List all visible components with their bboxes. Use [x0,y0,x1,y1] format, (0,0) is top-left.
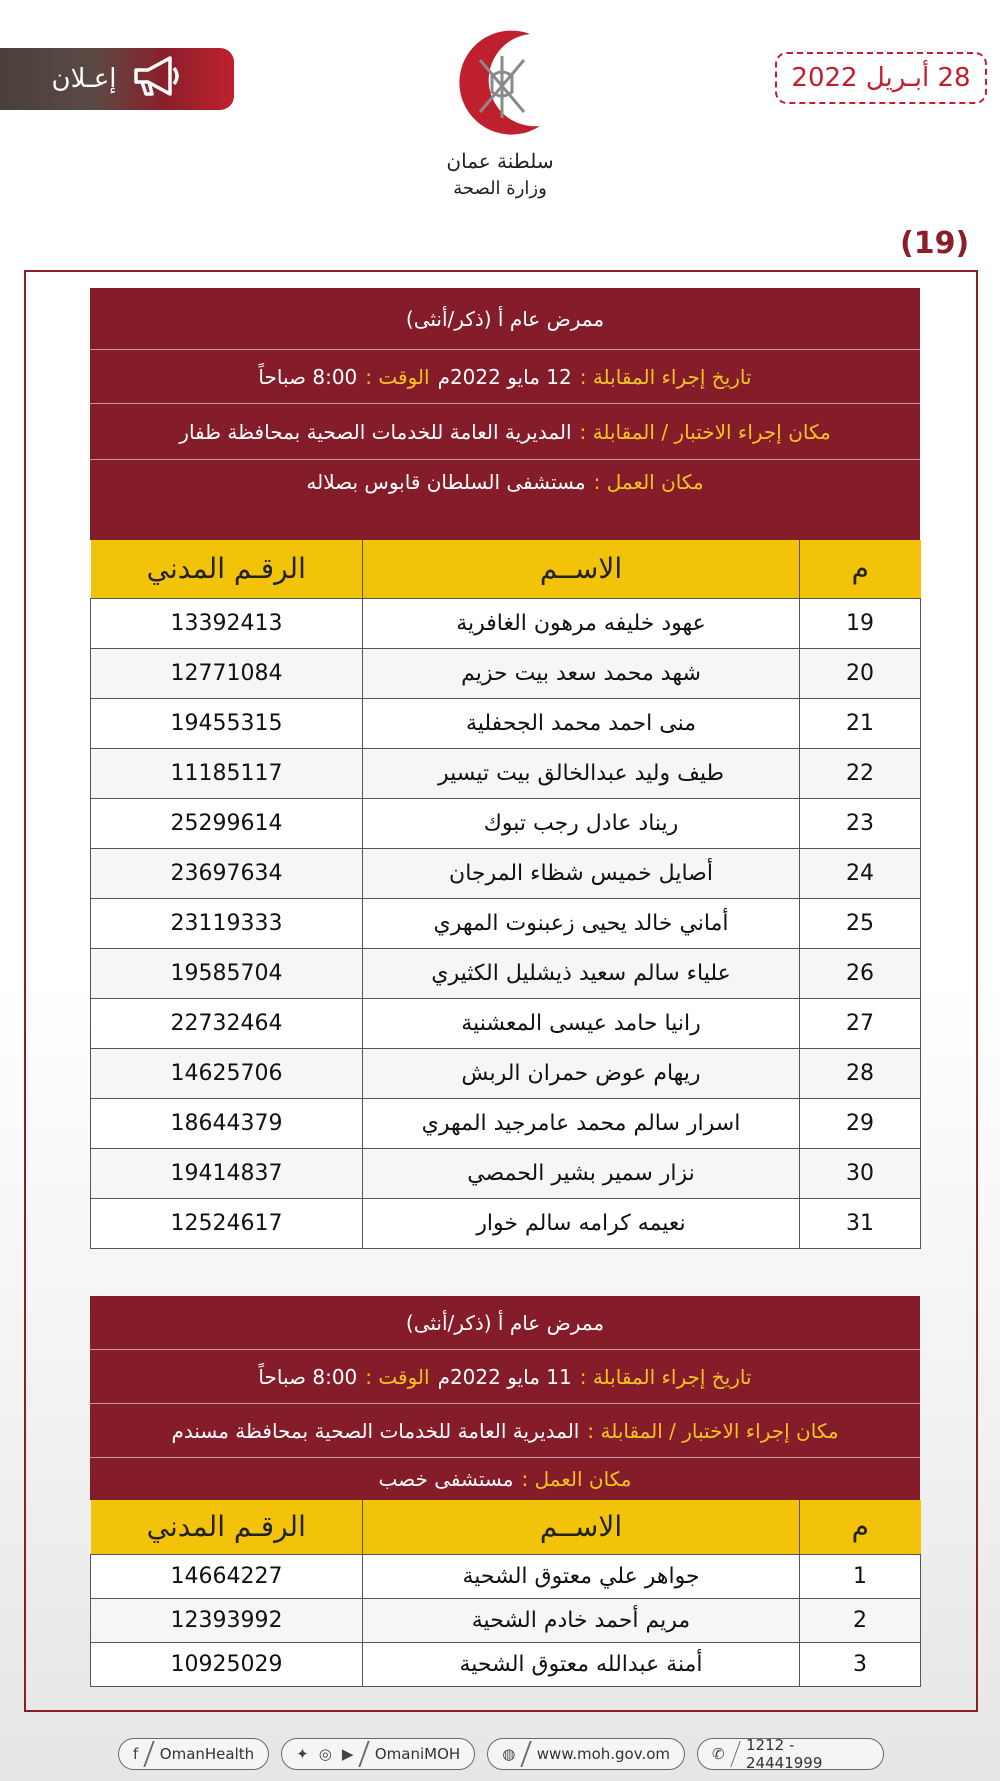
row-number: 29 [800,1098,921,1148]
civil-id: 18644379 [91,1098,363,1148]
job-title [90,1296,920,1350]
interview-time-value: 8:00 صباحاً [258,364,358,389]
table-row [91,1198,921,1248]
footer-contacts [118,1738,884,1772]
row-number: 21 [800,698,921,748]
candidates-table [90,540,921,1249]
twitter-icon: ✦ [296,1745,309,1763]
website-link[interactable] [487,1738,685,1770]
civil-id: 13392413 [91,598,363,648]
table-row [91,898,921,948]
candidate-name: ريناد عادل رجب تبوك [363,798,800,848]
logo-text-line1: سلطنة عمان [446,149,554,173]
candidates-table [90,1500,921,1687]
announcement-date: 28 أبـريل 2022 [775,52,987,104]
column-header-number: م [800,540,921,598]
civil-id: 23697634 [91,848,363,898]
interview-place-value: المديرية العامة للخدمات الصحية بمحافظة ظفار [179,419,572,444]
row-number: 27 [800,998,921,1048]
interview-time-label: الوقت : [365,1364,430,1389]
civil-id: 12524617 [91,1198,363,1248]
logo-text-line2: وزارة الصحة [453,178,547,199]
interview-time-value: 8:00 صباحاً [258,1364,358,1389]
youtube-icon: ▶ [341,1745,354,1763]
candidate-name: أماني خالد يحيى زعبنوت المهري [363,898,800,948]
row-number: 20 [800,648,921,698]
civil-id: 22732464 [91,998,363,1048]
table-row [91,698,921,748]
work-place-value: مستشفى خصب [378,1467,514,1491]
table-body [91,598,921,1248]
work-place-label: مكان العمل : [593,470,704,494]
candidate-name: عهود خليفه مرهون الغافرية [363,598,800,648]
civil-id: 10925029 [91,1642,363,1686]
row-number: 19 [800,598,921,648]
table-row [91,948,921,998]
job-title [90,288,920,350]
work-place-label: مكان العمل : [521,1467,632,1491]
civil-id: 23119333 [91,898,363,948]
table-row [91,648,921,698]
column-header-number: م [800,1500,921,1554]
candidate-name: علياء سالم سعيد ذيشليل الكثيري [363,948,800,998]
work-place-row [90,460,920,540]
civil-id: 19414837 [91,1148,363,1198]
candidate-name: أمنة عبدالله معتوق الشحية [363,1642,800,1686]
candidate-name: ريهام عوض حمران الربش [363,1048,800,1098]
table-header [91,540,921,598]
civil-id: 12393992 [91,1598,363,1642]
candidate-name: منى احمد محمد الجحفلية [363,698,800,748]
table-row [91,848,921,898]
civil-id: 19585704 [91,948,363,998]
section-info-panel [90,1296,920,1500]
interview-date-row [90,1350,920,1404]
facebook-handle: OmanHealth [159,1745,255,1763]
row-number: 3 [800,1642,921,1686]
facebook-link[interactable] [118,1738,269,1770]
table-row [91,1048,921,1098]
section-info-panel [90,288,920,540]
civil-id: 11185117 [91,748,363,798]
interview-place-row [90,404,920,460]
page-number: (19) [900,226,970,261]
candidate-name: نعيمه كرامه سالم خوار [363,1198,800,1248]
table-row [91,1098,921,1148]
ministry-logo [420,26,580,206]
phone-link[interactable] [697,1738,884,1770]
job-title-text: ممرض عام أ (ذكر/أنثى) [405,306,605,331]
table-row [91,1148,921,1198]
row-number: 25 [800,898,921,948]
row-number: 23 [800,798,921,848]
candidate-name: مريم أحمد خادم الشحية [363,1598,800,1642]
row-number: 28 [800,1048,921,1098]
table-row [91,1554,921,1598]
column-header-name: الاســم [363,1500,800,1554]
candidate-name: طيف وليد عبدالخالق بيت تيسير [363,748,800,798]
interview-place-label: مكان إجراء الاختبار / المقابلة : [579,419,831,444]
announcement-banner [0,48,234,110]
interview-place-row [90,1404,920,1458]
row-number: 22 [800,748,921,798]
table-row [91,1598,921,1642]
interview-date-label: تاريخ إجراء المقابلة : [579,364,752,389]
row-number: 30 [800,1148,921,1198]
row-number: 26 [800,948,921,998]
candidate-name: أصايل خميس شظاء المرجان [363,848,800,898]
row-number: 31 [800,1198,921,1248]
interview-date-value: 11 مايو 2022م [437,1364,572,1389]
social-handle: OmaniMOH [374,1745,461,1763]
column-header-civil-id: الرقـم المدني [91,540,363,598]
candidate-name: اسرار سالم محمد عامرجيد المهري [363,1098,800,1148]
table-row [91,1642,921,1686]
social-links[interactable] [281,1738,475,1770]
civil-id: 14664227 [91,1554,363,1598]
table-row [91,748,921,798]
globe-icon: ◍ [502,1745,516,1763]
section-dhofar [90,288,920,1249]
instagram-icon: ◎ [318,1745,332,1763]
announcement-label: إعـلان [51,64,117,94]
megaphone-icon [130,54,182,105]
table-row [91,798,921,848]
candidate-name: جواهر علي معتوق الشحية [363,1554,800,1598]
civil-id: 14625706 [91,1048,363,1098]
row-number: 24 [800,848,921,898]
candidate-name: رانيا حامد عيسى المعشنية [363,998,800,1048]
candidate-name: شهد محمد سعد بيت حزيم [363,648,800,698]
work-place-row [90,1458,920,1500]
column-header-civil-id: الرقـم المدني [91,1500,363,1554]
row-number: 1 [800,1554,921,1598]
table-header [91,1500,921,1554]
row-number: 2 [800,1598,921,1642]
civil-id: 19455315 [91,698,363,748]
phone-number: 1212 - 24441999 [746,1736,823,1772]
work-place-value: مستشفى السلطان قابوس بصلاله [306,470,586,494]
table-row [91,598,921,648]
civil-id: 12771084 [91,648,363,698]
job-title-text: ممرض عام أ (ذكر/أنثى) [405,1310,605,1335]
interview-date-value: 12 مايو 2022م [437,364,572,389]
facebook-icon: f [133,1745,139,1763]
section-musandam [90,1296,920,1687]
interview-date-label: تاريخ إجراء المقابلة : [579,1364,752,1389]
interview-time-label: الوقت : [365,364,430,389]
table-row [91,998,921,1048]
column-header-name: الاســم [363,540,800,598]
interview-date-row [90,350,920,404]
candidate-name: نزار سمير بشير الحمصي [363,1148,800,1198]
phone-icon: ✆ [712,1745,725,1763]
civil-id: 25299614 [91,798,363,848]
website-url: www.moh.gov.om [536,1745,671,1763]
table-body [91,1554,921,1686]
interview-place-value: المديرية العامة للخدمات الصحية بمحافظة مسندم [171,1418,580,1443]
interview-place-label: مكان إجراء الاختبار / المقابلة : [587,1418,839,1443]
